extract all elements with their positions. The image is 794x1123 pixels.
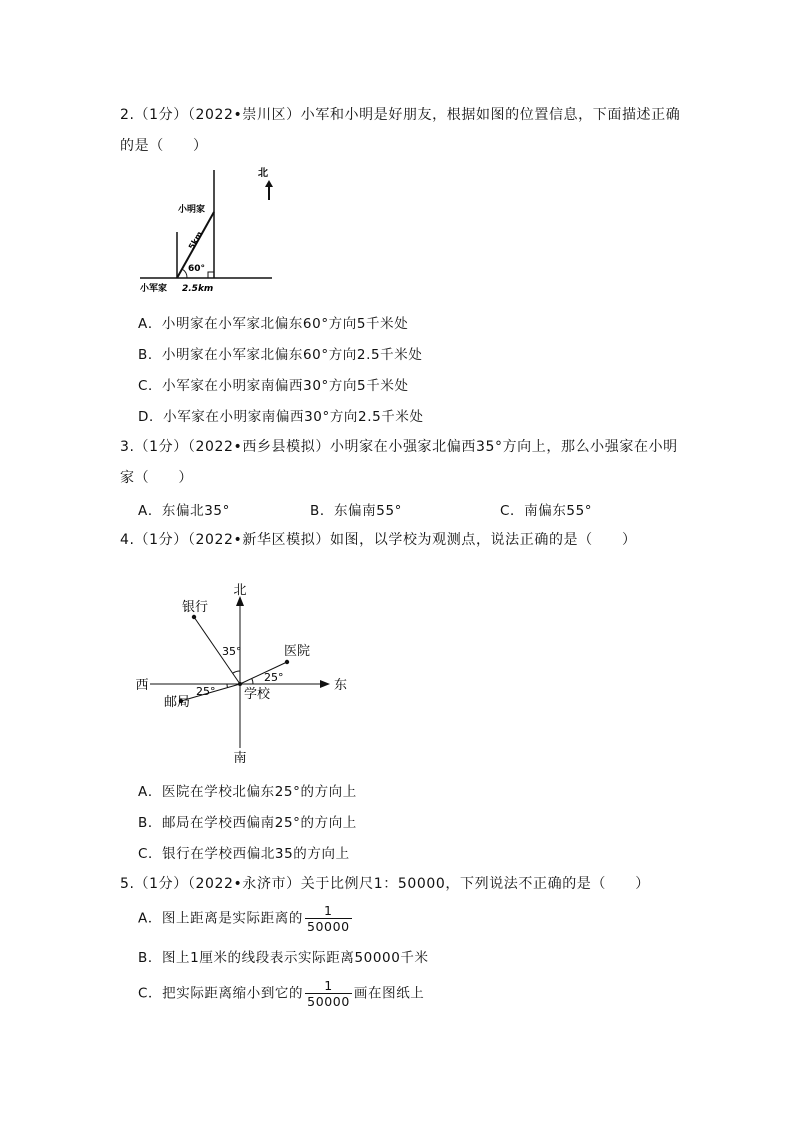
- bank-point: [192, 615, 196, 619]
- q2-option-a: A．小明家在小军家北偏东60°方向5千米处: [138, 316, 409, 332]
- q5-option-c: [138, 978, 424, 1009]
- q5-option-a-fraction: [305, 903, 352, 934]
- q2-figure: [130, 160, 290, 300]
- north-arrow-icon: [258, 167, 273, 200]
- q5-option-c-suffix: 画在图纸上: [353, 985, 425, 1002]
- q4-north-label: 北: [233, 583, 247, 598]
- q3-stem-line2: 家（ ）: [120, 470, 193, 486]
- q2-angle-arc: [182, 269, 187, 278]
- q4-figure: [130, 580, 360, 770]
- q5-option-c-text: C．把实际距离缩小到它的: [138, 985, 304, 1002]
- q4-west-label: 西: [135, 678, 149, 693]
- q5-stem-line1: 5.（1分）（2022•永济市）关于比例尺1：50000，下列说法不正确的是（ ）: [120, 876, 650, 892]
- q5-option-b: B．图上1厘米的线段表示实际距离50000千米: [138, 950, 429, 966]
- fraction-denominator: 50000: [306, 919, 350, 934]
- q2-option-c: C．小军家在小明家南偏西30°方向5千米处: [138, 378, 409, 394]
- hospital-point: [285, 660, 289, 664]
- q4-post-angle-arc: [227, 684, 228, 688]
- q4-option-c: C．银行在学校西偏北35的方向上: [138, 846, 350, 862]
- q4-bank-angle-label: 35°: [222, 645, 242, 658]
- q2-stem-line1: 2.（1分）（2022•崇川区）小军和小明是好朋友，根据如图的位置信息，下面描述正确: [120, 107, 681, 123]
- q4-bank-angle-arc: [233, 671, 240, 673]
- q4-hospital-label: 医院: [284, 644, 311, 659]
- q2-north-label: 北: [258, 168, 268, 179]
- q4-bank-label: 银行: [182, 600, 209, 615]
- q4-post-angle-label: 25°: [196, 685, 216, 698]
- q4-post-label: 邮局: [164, 695, 191, 710]
- q5-option-c-fraction: [305, 978, 352, 1009]
- school-point: [238, 682, 242, 686]
- q4-south-label: 南: [233, 751, 247, 766]
- q4-stem-line1: 4.（1分）（2022•新华区模拟）如图，以学校为观测点，说法正确的是（ ）: [120, 532, 637, 548]
- q4-hospital-angle-label: 25°: [264, 671, 284, 684]
- fraction-numerator: 1: [324, 978, 333, 993]
- q2-option-b: B．小明家在小军家北偏东60°方向2.5千米处: [138, 347, 423, 363]
- q3-option-a: A．东偏北35°: [138, 503, 230, 519]
- fraction-denominator: 50000: [307, 994, 350, 1009]
- q2-base-distance-label: 2.5km: [182, 284, 214, 294]
- q2-option-d: D．小军家在小明家南偏西30°方向2.5千米处: [138, 409, 424, 425]
- q2-angle-label: 60°: [188, 264, 206, 274]
- q2-xiaoming-label: 小明家: [178, 205, 206, 215]
- q2-slant-distance-label: 5km: [186, 229, 205, 251]
- q3-option-b: B．东偏南55°: [310, 503, 402, 519]
- q3-stem-line1: 3.（1分）（2022•西乡县模拟）小明家在小强家北偏西35°方向上，那么小强家在小明: [120, 439, 678, 455]
- q2-xiaojun-label: 小军家: [140, 284, 168, 294]
- q4-hospital-angle-arc: [252, 679, 253, 685]
- q5-option-a: [138, 903, 354, 934]
- q4-option-b: B．邮局在学校西偏南25°的方向上: [138, 815, 357, 831]
- q2-right-angle-mark: [208, 272, 214, 278]
- fraction-numerator: 1: [324, 903, 333, 918]
- q3-option-c: C．南偏东55°: [500, 503, 593, 519]
- q4-school-label: 学校: [244, 687, 271, 702]
- east-arrow-icon: [320, 680, 330, 688]
- q4-east-label: 东: [334, 678, 348, 693]
- q4-option-a: A．医院在学校北偏东25°的方向上: [138, 784, 357, 800]
- q5-option-a-text: A．图上距离是实际距离的: [138, 910, 303, 927]
- q2-stem-line2: 的是（ ）: [120, 138, 208, 154]
